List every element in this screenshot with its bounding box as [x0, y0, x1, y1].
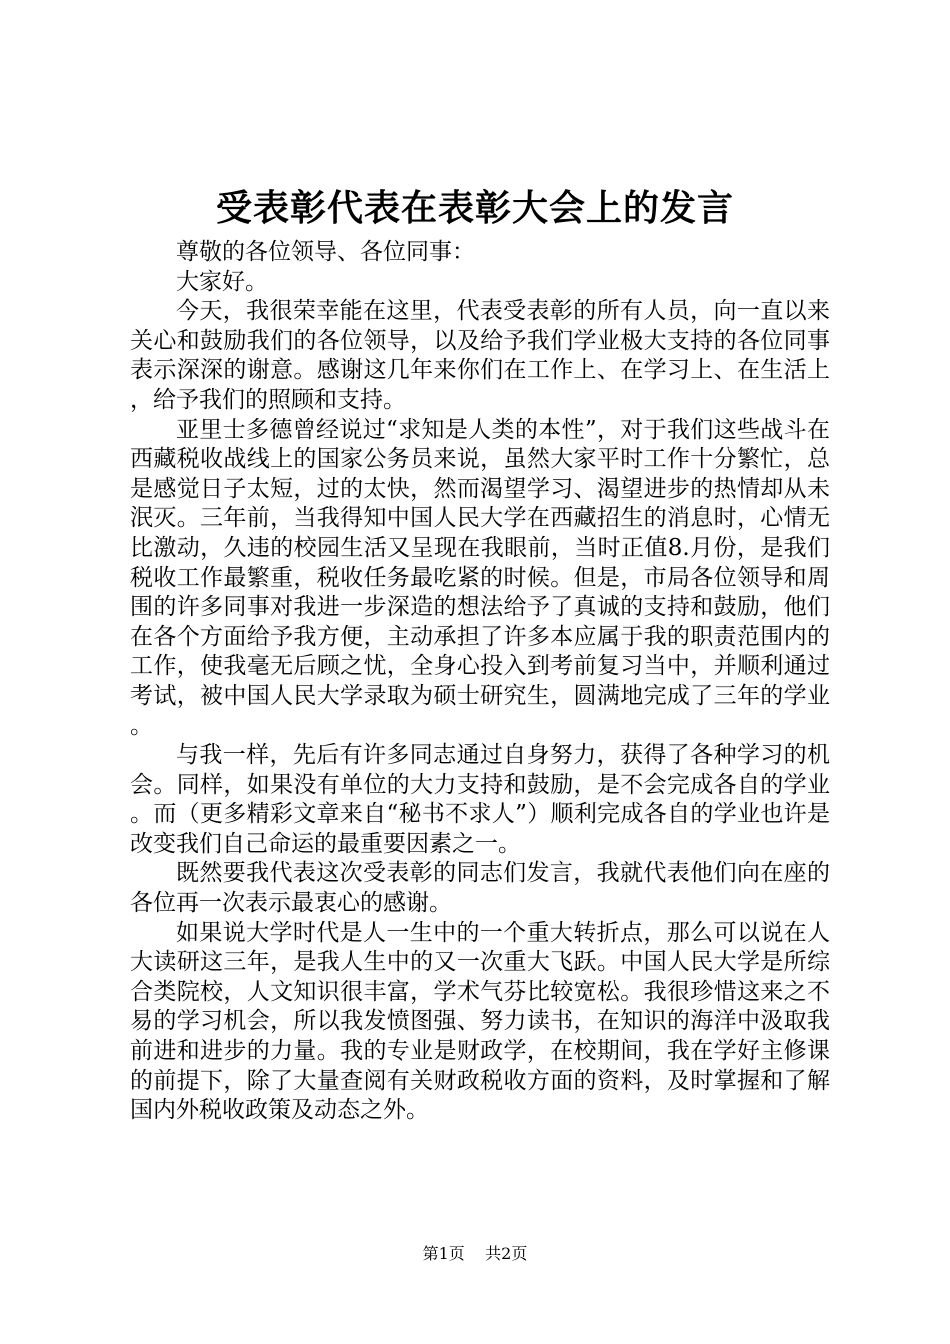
paragraph: 今天，我很荣幸能在这里，代表受表彰的所有人员，向一直以来关心和鼓励我们的各位领导，以及给予我们学业极大支持的各位同事表示深深的谢意。感谢这几年来你们在工作上、在学习上、在生活上，给予我们的照顾和支持。 — [130, 298, 830, 413]
document-title: 受表彰代表在表彰大会上的发言 — [215, 187, 734, 229]
page-number: 第1页 — [422, 1244, 465, 1263]
document-body — [130, 238, 830, 1126]
page-footer — [0, 1243, 950, 1265]
paragraph: 与我一样，先后有许多同志通过自身努力，获得了各种学习的机会。同样，如果没有单位的大力支持和鼓励，是不会完成各自的学业。而（更多精彩文章来自“秘书不求人”）顺利完成各自的学业也许是改变我们自己命运的最重要因素之一。 — [130, 742, 830, 857]
paragraph: 亚里士多德曾经说过“求知是人类的本性”，对于我们这些战斗在西藏税收战线上的国家公务员来说，虽然大家平时工作十分繁忙，总是感觉日子太短，过的太快，然而渴望学习、渴望进步的热情却从未泯灭。三年前，当我得知中国人民大学在西藏招生的消息时，心情无比激动，久违的校园生活又呈现在我眼前，当时正值8.月份，是我们税收工作最繁重，税收任务最吃紧的时候。但是，市局各位领导和周围的许多同事对我进一步深造的想法给予了真诚的支持和鼓励，他们在各个方面给予我方便，主动承担了许多本应属于我的职责范围内的工作，使我毫无后顾之忧，全身心投入到考前复习当中，并顺利通过考试，被中国人民大学录取为硕士研究生，圆满地完成了三年的学业。 — [130, 416, 830, 739]
paragraph: 如果说大学时代是人一生中的一个重大转折点，那么可以说在人大读研这三年，是我人生中的又一次重大飞跃。中国人民大学是所综合类院校，人文知识很丰富，学术气芬比较宽松。我很珍惜这来之不易的学习机会，所以我发愤图强、努力读书，在知识的海洋中汲取我前进和进步的力量。我的专业是财政学，在校期间，我在学好主修课的前提下，除了大量查阅有关财政税收方面的资料，及时掌握和了解国内外税收政策及动态之外。 — [130, 919, 830, 1124]
paragraph: 既然要我代表这次受表彰的同志们发言，我就代表他们向在座的各位再一次表示最衷心的感谢。 — [130, 860, 830, 917]
footer-spacer — [470, 1244, 480, 1263]
paragraph-greeting: 大家好。 — [176, 268, 268, 295]
paragraph-salutation: 尊敬的各位领导、各位同事： — [176, 239, 475, 265]
page-total: 共2页 — [485, 1244, 528, 1263]
